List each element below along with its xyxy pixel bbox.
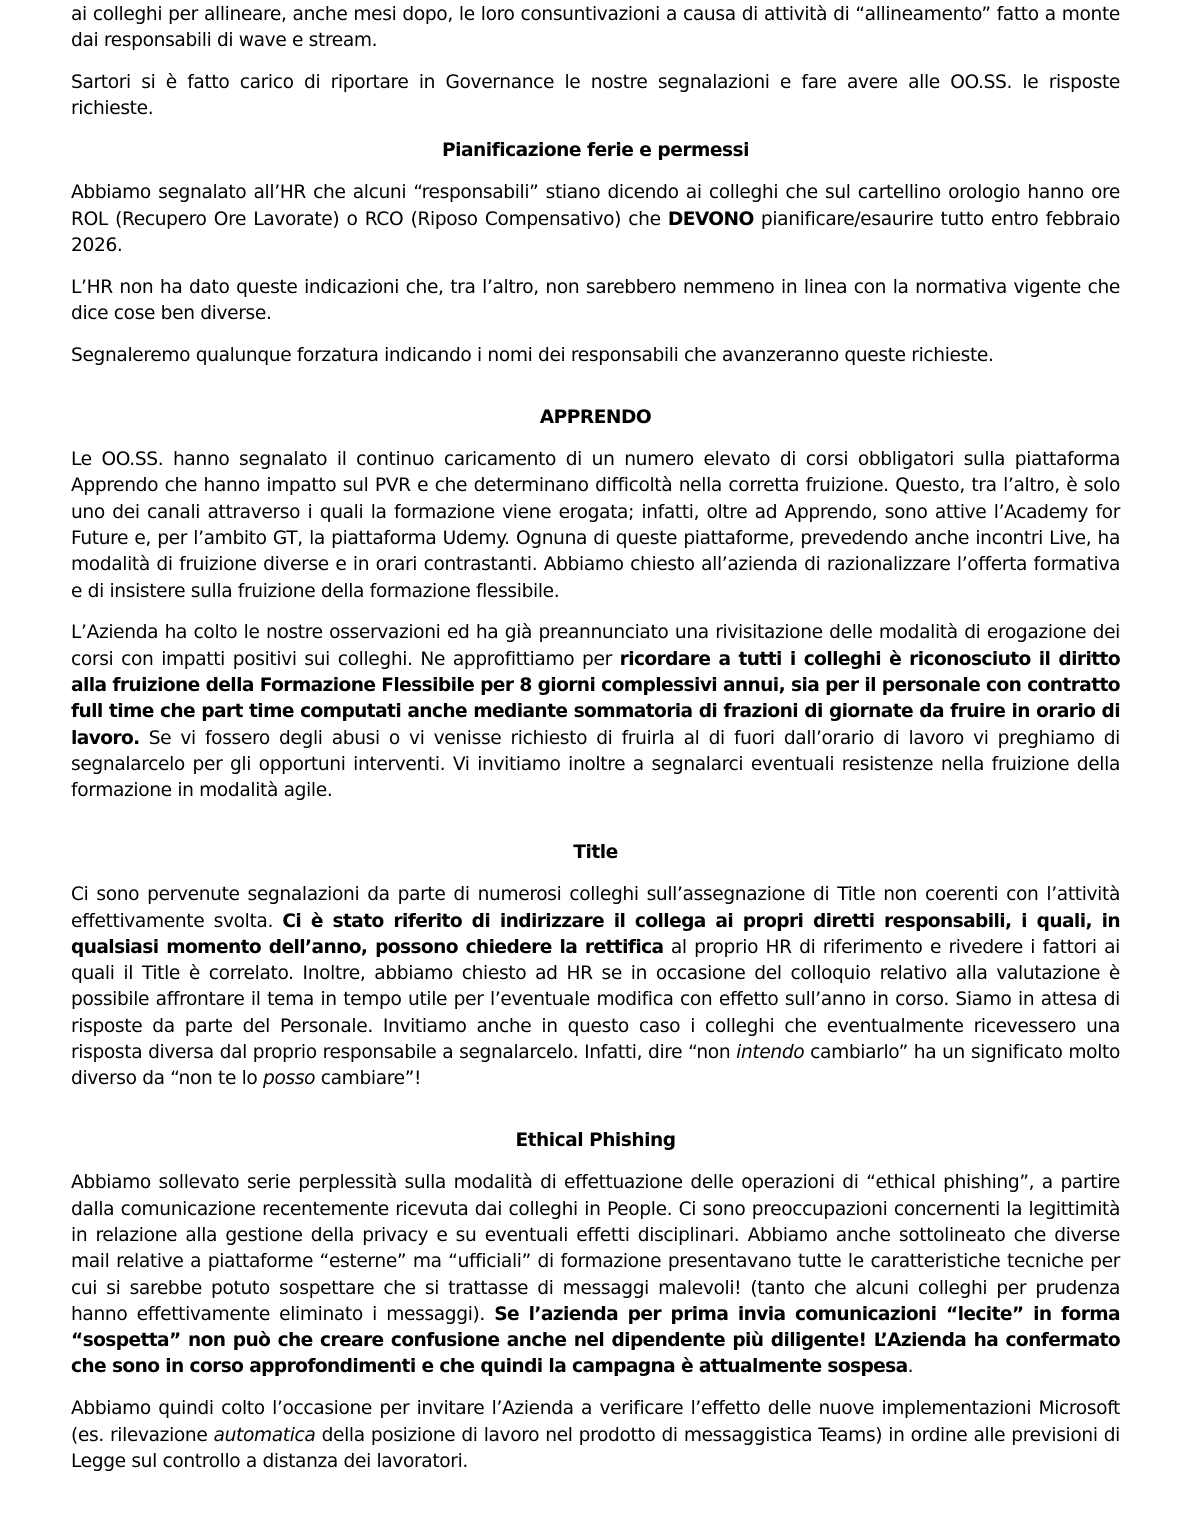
section-heading-ferie: Pianificazione ferie e permessi bbox=[442, 140, 749, 162]
text-run: . bbox=[907, 1356, 914, 1378]
section-heading-title: Title bbox=[573, 841, 618, 863]
italic-text-run: posso bbox=[263, 1068, 316, 1090]
phishing-paragraph-1 bbox=[71, 1170, 1120, 1380]
text-run: Abbiamo segnalato all’HR che alcuni “responsabili” stiano dicendo ai colleghi che sul cartellino orologio hanno ore ROL (Recupero Ore Lavorate) o RCO (Riposo Compensativo) che bbox=[71, 182, 1120, 230]
document-page bbox=[71, 2, 1120, 1491]
text-run: Ci sono pervenute segnalazioni da parte di numerosi colleghi sull’assegnazione di Title non coerenti con l’attività effettivamente svolta. bbox=[71, 884, 1120, 932]
bold-text-run: DEVONO bbox=[667, 208, 754, 230]
ferie-paragraph-1 bbox=[71, 180, 1120, 259]
text-run: al proprio HR di riferimento e rivedere i fattori ai quali il Title è correlato. Inoltre, abbiamo chiesto ad HR se in occasione del colloquio relativo alla valutazione è possibile affrontare il tema in tempo utile per l’eventuale modifica con effetto sull’anno in corso. Siamo in attesa di risposte da parte del Personale. Invitiamo anche in questo caso i colleghi che eventualmente ricevessero una risposta diversa dal proprio responsabile a segnalarcelo. Infatti, dire “non bbox=[71, 936, 1120, 1063]
apprendo-paragraph-2 bbox=[71, 620, 1120, 804]
text-run: cambiarlo” ha un significato molto diverso da “non te lo bbox=[71, 1042, 1120, 1090]
text-run: L’Azienda ha colto le nostre osservazioni ed ha già preannunciato una rivisitazione delle modalità di erogazione dei corsi con impatti positivi sui colleghi. Ne approfittiamo per bbox=[71, 622, 1120, 670]
apprendo-paragraph-1: Le OO.SS. hanno segnalato il continuo caricamento di un numero elevato di corsi obbligatori sulla piattaforma Apprendo che hanno impatto sul PVR e che determinano difficoltà nella corretta fruizione. Questo, tra l’altro, è solo uno dei canali attraverso i quali la formazione viene erogata; infatti, oltre ad Apprendo, sono attive l’Academy for Future e, per l’ambito GT, la piattaforma Udemy. Ognuna di queste piattaforme, prevedendo anche incontri Live, ha modalità di fruizione diverse e in orari contrastanti. Abbiamo chiesto all’azienda di razionalizzare l’offerta formativa e di insistere sulla fruizione della formazione flessibile. bbox=[71, 449, 1120, 602]
text-run: Abbiamo quindi colto l’occasione per invitare l’Azienda a verificare l’effetto delle nuove implementazioni Microsoft (es. rilevazione bbox=[71, 1398, 1120, 1446]
spacer bbox=[71, 1108, 1120, 1128]
title-paragraph-1 bbox=[71, 882, 1120, 1092]
phishing-paragraph-2 bbox=[71, 1396, 1120, 1475]
italic-text-run: intendo bbox=[736, 1042, 805, 1063]
spacer bbox=[71, 820, 1120, 840]
ferie-paragraph-3: Segnaleremo qualunque forzatura indicando i nomi dei responsabili che avanzeranno queste richieste. bbox=[71, 344, 994, 366]
section-heading-phishing: Ethical Phishing bbox=[515, 1130, 676, 1152]
spacer bbox=[71, 385, 1120, 405]
text-run: della posizione di lavoro nel prodotto di messaggistica Teams) in ordine alle previsioni di Legge sul controllo a distanza dei lavoratori. bbox=[71, 1424, 1120, 1472]
section-heading-apprendo: APPRENDO bbox=[539, 406, 652, 428]
intro-paragraph-2: Sartori si è fatto carico di riportare in Governance le nostre segnalazioni e fare avere alle OO.SS. le risposte richieste. bbox=[71, 72, 1120, 120]
bold-text-run: Se l’azienda per prima invia comunicazioni “lecite” in forma “sospetta” non può che creare confusione anche nel dipendente più diligente! L’Azienda ha confermato che sono in corso approfondimenti e che quindi la campagna è attualmente sospesa bbox=[71, 1303, 1120, 1378]
text-run: Se vi fossero degli abusi o vi venisse richiesto di fruirla al di fuori dall’orario di lavoro vi preghiamo di segnalarcelo per gli opportuni interventi. Vi invitiamo inoltre a segnalarci eventuali resistenze nella fruizione della formazione in modalità agile. bbox=[71, 727, 1120, 802]
text-run: pianificare/esaurire tutto entro febbraio 2026. bbox=[71, 208, 1120, 257]
intro-paragraph-1: ai colleghi per allineare, anche mesi dopo, le loro consuntivazioni a causa di attività di “allineamento” fatto a monte dai responsabili di wave e stream. bbox=[71, 4, 1120, 52]
bold-text-run: ricordare a tutti i colleghi è riconosciuto il diritto alla fruizione della Formazione Flessibile per 8 giorni complessivi annui, sia per il personale con contratto full time che part time computati anche mediante sommatoria di frazioni di giornate da fruire in orario di lavoro. bbox=[71, 648, 1120, 749]
text-run: cambiare”! bbox=[315, 1068, 422, 1090]
text-run: Abbiamo sollevato serie perplessità sulla modalità di effettuazione delle operazioni di “ethical phishing”, a partire dalla comunicazione recentemente ricevuta dai colleghi in People. Ci sono preoccupazioni concernenti la legittimità in relazione alla gestione della privacy e su eventuali effetti disciplinari. Abbiamo anche sottolineato che diverse mail relative a piattaforme “esterne” ma “ufficiali” di formazione presentavano tutte le caratteristiche tecniche per cui si sarebbe potuto sospettare che si trattasse di messaggi malevoli! (tanto che alcuni colleghi per prudenza hanno effettivamente eliminato i messaggi). bbox=[71, 1172, 1120, 1325]
bold-text-run: Ci è stato riferito di indirizzare il collega ai propri diretti responsabili, i quali, in qualsiasi momento dell’anno, possono chiedere la rettifica bbox=[71, 910, 1121, 958]
ferie-paragraph-2: L’HR non ha dato queste indicazioni che, tra l’altro, non sarebbero nemmeno in linea con la normativa vigente che dice cose ben diverse. bbox=[71, 276, 1120, 325]
italic-text-run: automatica bbox=[213, 1424, 316, 1446]
